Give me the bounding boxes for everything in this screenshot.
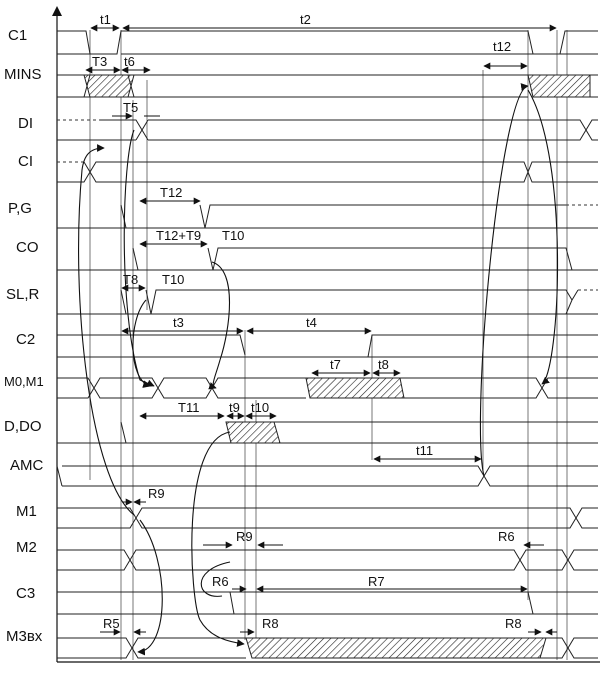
reference-lines [90,30,567,660]
interval-t10: t10 [251,400,270,415]
interval-t3: t3 [173,315,184,330]
label-ddo: D,DO [4,418,42,435]
waveforms [57,31,598,658]
interval-t6: t6 [124,54,135,69]
interval-T10a: T10 [222,228,245,243]
label-m0m1: M0,M1 [4,374,44,389]
interval-R9b: R9 [236,529,253,544]
label-ci: CI [18,153,33,170]
interval-t9: t9 [229,400,240,415]
interval-t4: t4 [306,315,317,330]
interval-T11: T11 [178,400,200,415]
interval-T12T9: T12+T9 [156,228,202,243]
interval-R5: R5 [103,616,120,631]
interval-labels [92,12,522,631]
causal-arrows [79,86,558,652]
signal-labels [4,27,44,645]
interval-t11: t11 [416,443,434,458]
label-m2: M2 [16,539,37,556]
interval-R9a: R9 [148,486,165,501]
label-c2: C2 [16,331,36,348]
label-pg: P,G [8,200,32,217]
interval-t7: t7 [330,357,341,372]
interval-R6a: R6 [498,529,515,544]
interval-t2: t2 [300,12,311,27]
interval-T8: T8 [123,272,139,287]
interval-R6b: R6 [212,574,229,589]
label-mins: MINS [4,66,42,83]
label-amc: AMC [10,457,44,474]
label-c3: C3 [16,585,36,602]
interval-R8b: R8 [505,616,522,631]
label-co: CO [16,239,39,256]
label-c1: C1 [8,27,28,44]
interval-T10b: T10 [162,272,185,287]
label-m1: M1 [16,503,37,520]
interval-T5: T5 [123,100,139,115]
interval-t12a: t12 [493,39,512,54]
label-m3vx: M3вх [6,628,43,645]
label-di: DI [18,115,33,132]
interval-T12: T12 [160,185,183,200]
interval-T3: T3 [92,54,108,69]
interval-t1: t1 [100,12,111,27]
dimension-lines [86,28,557,632]
interval-R7: R7 [368,574,385,589]
interval-t8: t8 [378,357,389,372]
interval-R8a: R8 [262,616,279,631]
label-slr: SL,R [6,286,40,303]
